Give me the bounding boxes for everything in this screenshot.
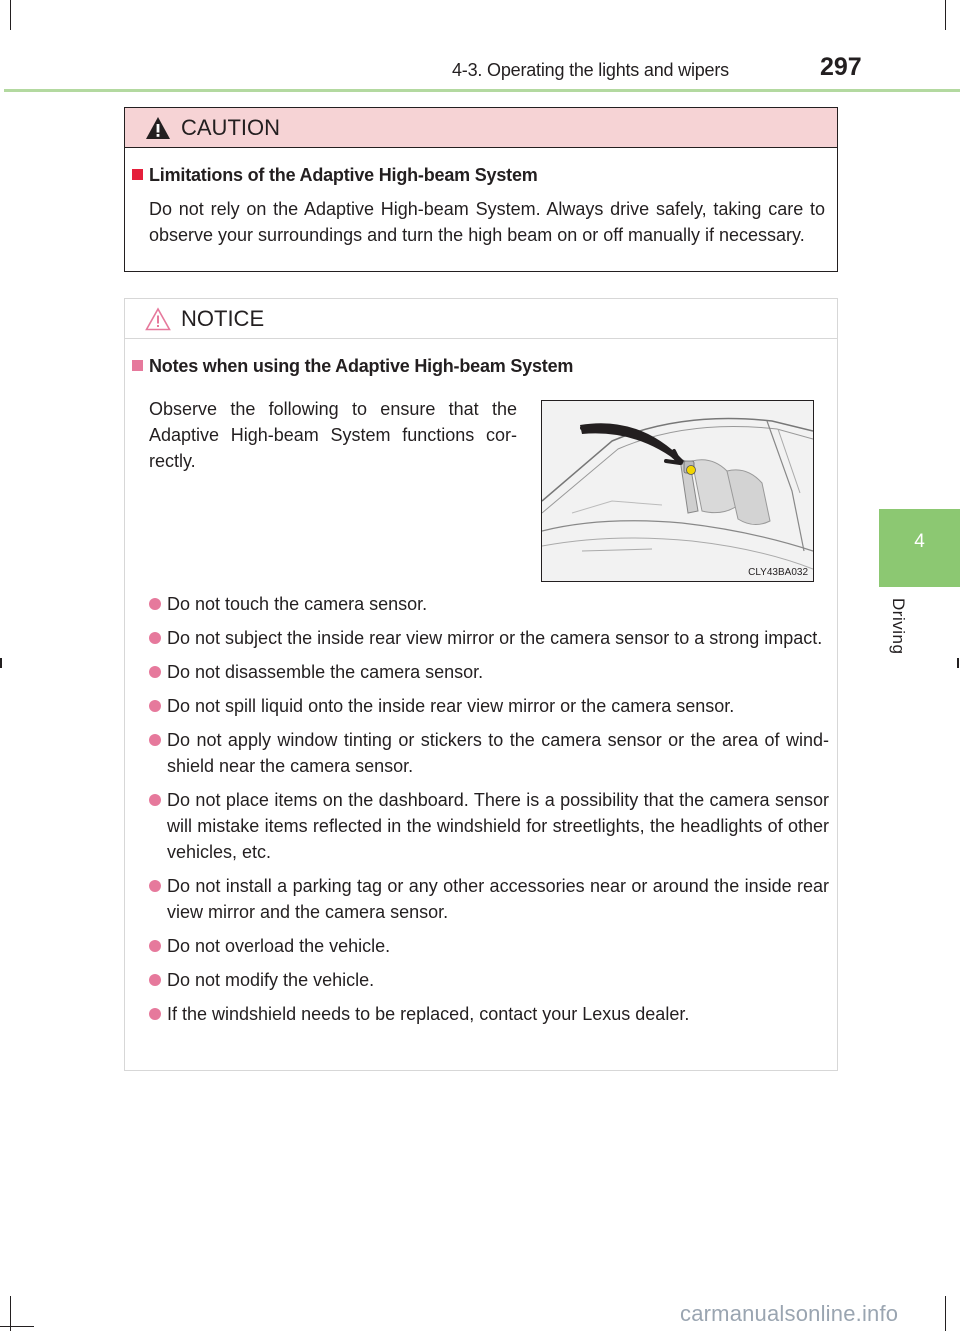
illustration-code: CLY43BA032 [748, 567, 808, 578]
notice-subheading-text: Notes when using the Adaptive High-beam System [149, 356, 574, 376]
notice-intro: Observe the following to ensure that the Adaptive High-beam System functions cor-rectly. [149, 399, 517, 471]
warning-triangle-outline-icon [145, 307, 171, 331]
list-item: Do not overload the vehicle. [149, 933, 829, 959]
notice-subheading [132, 356, 573, 377]
section-title: 4-3. Operating the lights and wipers [452, 60, 729, 80]
caution-header [125, 108, 837, 148]
watermark: carmanualsonline.info [680, 1301, 899, 1326]
notice-box [124, 298, 838, 1071]
bullet-dot-icon [149, 598, 161, 610]
chapter-number: 4 [914, 531, 925, 552]
list-item: Do not disassemble the camera sensor. [149, 659, 829, 685]
bullet-dot-icon [149, 734, 161, 746]
warning-triangle-icon [145, 116, 171, 140]
notice-header [125, 299, 837, 339]
crop-mark [957, 658, 959, 668]
list-item: Do not place items on the dashboard. There is a possibility that the camera sensor will mistake items reflected in the windshield for streetlights, the headlights of other vehicles, etc. [149, 787, 829, 865]
notice-heading: NOTICE [181, 306, 265, 331]
bullet-dot-icon [149, 666, 161, 678]
bullet-dot-icon [149, 974, 161, 986]
crop-mark [10, 0, 11, 30]
caution-text: Do not rely on the Adaptive High-beam System. Always drive safely, taking care to observe your surroundings and turn the high beam on or off manually if necessary. [149, 199, 825, 245]
bullet-dot-icon [149, 940, 161, 952]
bullet-dot-icon [149, 880, 161, 892]
header-divider [4, 89, 960, 92]
crop-mark [945, 0, 946, 30]
caution-box [124, 107, 838, 272]
list-item: Do not install a parking tag or any other accessories near or around the inside rear view mirror and the camera sensor. [149, 873, 829, 925]
square-bullet-icon [132, 169, 143, 180]
square-bullet-icon [132, 360, 143, 371]
list-item: Do not apply window tinting or stickers to the camera sensor or the area of wind-shield near the camera sensor. [149, 727, 829, 779]
bullet-dot-icon [149, 794, 161, 806]
caution-subheading-text: Limitations of the Adaptive High-beam System [149, 165, 538, 185]
caution-subheading [132, 165, 538, 186]
crop-mark [945, 1296, 946, 1331]
bullet-dot-icon [149, 700, 161, 712]
crop-mark [0, 658, 2, 668]
list-item: Do not subject the inside rear view mirror or the camera sensor to a strong impact. [149, 625, 829, 651]
windshield-illustration [542, 401, 813, 581]
bullet-dot-icon [149, 1008, 161, 1020]
list-item: Do not spill liquid onto the inside rear view mirror or the camera sensor. [149, 693, 829, 719]
bullet-dot-icon [149, 632, 161, 644]
chapter-tab [879, 509, 960, 587]
caution-heading: CAUTION [181, 115, 280, 140]
list-item: Do not modify the vehicle. [149, 967, 829, 993]
camera-sensor-illustration [541, 400, 814, 582]
crop-mark [0, 1326, 34, 1327]
chapter-name: Driving [889, 598, 908, 655]
page-number: 297 [820, 53, 862, 81]
list-item: Do not touch the camera sensor. [149, 591, 829, 617]
notice-bullet-list [149, 591, 829, 1035]
list-item: If the windshield needs to be replaced, contact your Lexus dealer. [149, 1001, 829, 1027]
